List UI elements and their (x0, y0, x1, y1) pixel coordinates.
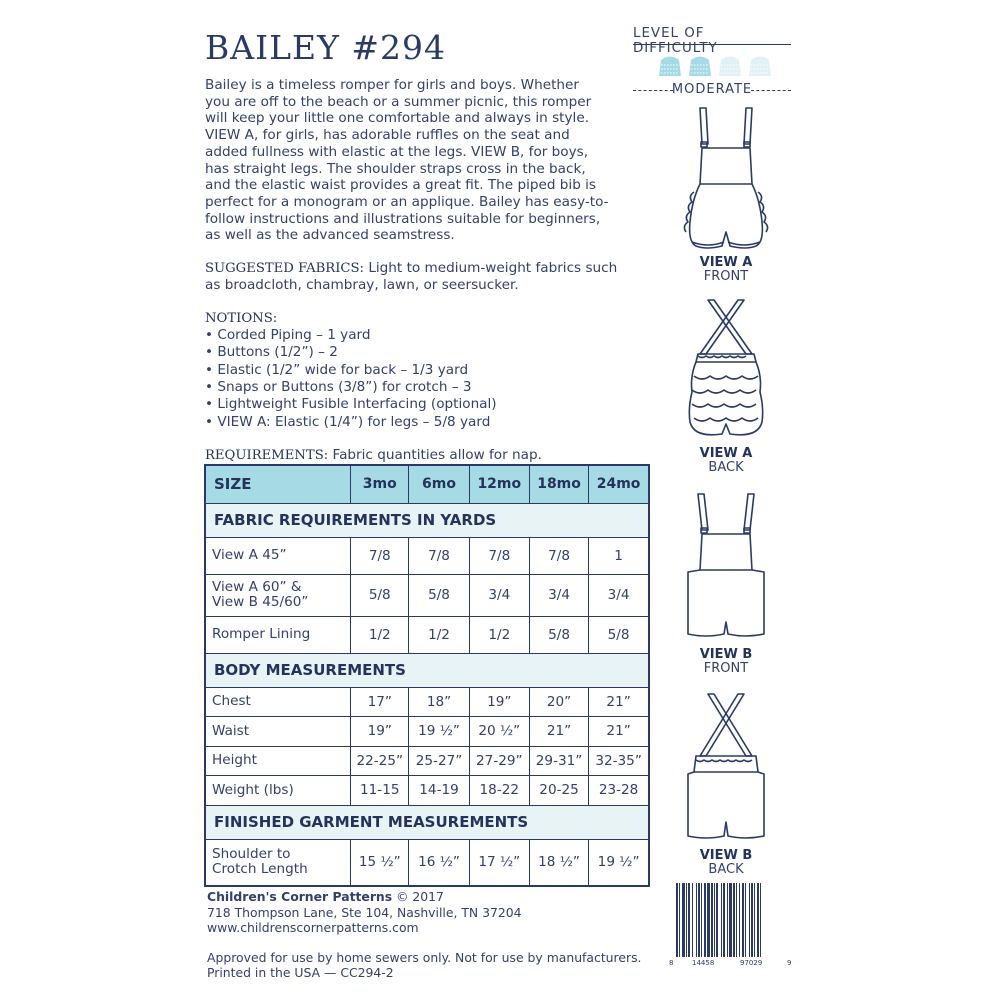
table-cell: 3/4 (529, 574, 588, 616)
publisher-address: 718 Thompson Lane, Ste 104, Nashville, TN 37204 (207, 904, 522, 920)
barcode-bar (754, 883, 755, 957)
table-cell: 3/4 (589, 574, 649, 616)
fabric-requirements-title: FABRIC REQUIREMENTS IN YARDS (205, 503, 649, 537)
notions (205, 310, 650, 431)
barcode-digit: 14458 (692, 959, 715, 967)
barcode-digit: 9 (787, 959, 792, 967)
table-row (205, 839, 649, 886)
barcode-bar (698, 883, 700, 957)
barcode-bar (682, 883, 685, 957)
view-side: FRONT (703, 269, 749, 284)
barcode-digit: 8 (669, 959, 674, 967)
barcode-bar (736, 883, 737, 957)
printed-notice: Printed in the USA — CC294-2 (207, 965, 394, 980)
table-cell: 18” (409, 687, 469, 717)
row-label (205, 839, 351, 886)
barcode-bar (704, 883, 706, 957)
table-row (205, 574, 649, 616)
requirements-text: Fabric quantities allow for nap. (328, 446, 542, 463)
table-cell: 20” (529, 687, 588, 717)
section-row (205, 805, 649, 839)
finished-garment-title: FINISHED GARMENT MEASUREMENTS (205, 805, 649, 839)
fabrics-label: SUGGESTED FABRICS: (205, 261, 364, 277)
pattern-title: BAILEY #294 (205, 28, 447, 67)
description-line: Bailey is a timeless romper for girls and boys. Whether (205, 77, 579, 93)
view-name: VIEW B (699, 647, 753, 662)
description-line: you are off to the beach or a summer picnic, this romper (205, 93, 592, 110)
view-a-back-caption (676, 446, 776, 475)
row-label: Romper Lining (205, 616, 351, 653)
table-cell: 20 ½” (469, 717, 529, 747)
thimble-rating-icons (655, 54, 775, 78)
table-cell: 18-22 (469, 776, 529, 806)
barcode-bar (745, 883, 746, 957)
pattern-description (205, 77, 650, 244)
table-cell: 7/8 (529, 537, 588, 574)
description-line: perfect for a monogram or an applique. Bailey has easy-to- (205, 193, 609, 210)
notion-item: • Snaps or Buttons (3/8”) for crotch – 3 (205, 378, 472, 395)
row-label-line: View B 45/60” (212, 594, 309, 610)
row-label: Weight (lbs) (205, 776, 351, 806)
publisher-website: www.childrenscornerpatterns.com (207, 920, 419, 935)
barcode-bar (701, 883, 702, 957)
barcode-bar (692, 883, 693, 957)
section-row (205, 653, 649, 687)
view-b-front-caption (676, 647, 776, 676)
table-cell: 21” (589, 687, 649, 717)
size-table-wrapper (204, 464, 650, 887)
table-cell: 25-27” (409, 746, 469, 776)
table-cell: 21” (589, 717, 649, 747)
barcode-bar (727, 883, 728, 957)
table-cell: 22-25” (351, 746, 409, 776)
row-label: Chest (205, 687, 351, 717)
suggested-fabrics (205, 260, 650, 294)
difficulty-label: LEVEL OF DIFFICULTY (633, 26, 718, 56)
table-cell: 32-35” (589, 746, 649, 776)
barcode-bar (742, 883, 744, 957)
table-cell: 7/8 (469, 537, 529, 574)
row-label: Height (205, 746, 351, 776)
table-cell: 1/2 (469, 616, 529, 653)
row-label-line: Shoulder to (212, 846, 291, 863)
view-side: BACK (708, 862, 744, 877)
view-side: FRONT (703, 661, 749, 676)
section-row (205, 503, 649, 537)
notions-label: NOTIONS: (205, 311, 278, 327)
description-line: has straight legs. The shoulder straps cross in the back, (205, 160, 586, 177)
barcode-digit: 97029 (740, 959, 763, 967)
notions-list (205, 327, 650, 431)
pattern-info (205, 28, 650, 464)
table-cell: 23-28 (589, 776, 649, 806)
barcode-bar (729, 883, 732, 957)
table-header-row (205, 465, 649, 503)
table-row (205, 746, 649, 776)
row-label: View A 45” (205, 537, 351, 574)
view-name: VIEW B (699, 848, 753, 863)
barcode-bar (711, 883, 713, 957)
table-cell: 17 ½” (469, 839, 529, 886)
view-b-back-caption (676, 848, 776, 877)
table-cell: 1/2 (351, 616, 409, 653)
table-cell: 7/8 (409, 537, 469, 574)
barcode-bar (721, 883, 722, 957)
view-b-back-illustration (682, 690, 770, 842)
view-name: VIEW A (699, 446, 753, 461)
notion-item: • VIEW A: Elastic (1/4”) for legs – 5/8 yard (205, 413, 491, 430)
table-cell: 27-29” (469, 746, 529, 776)
table-cell: 16 ½” (409, 839, 469, 886)
table-cell: 1 (589, 537, 649, 574)
table-cell: 19 ½” (409, 717, 469, 747)
size-column-header: 24mo (589, 465, 649, 503)
barcode-bar (716, 883, 718, 957)
barcode-bar (686, 883, 687, 957)
table-row (205, 687, 649, 717)
view-a-front-caption (676, 255, 776, 284)
barcode-bar (707, 883, 710, 957)
row-label: Waist (205, 717, 351, 747)
view-b-front-illustration (682, 490, 770, 640)
table-cell: 17” (351, 687, 409, 717)
table-cell: 14-19 (409, 776, 469, 806)
fabrics-text: Light to medium-weight fabrics such (364, 260, 618, 277)
publisher-footer (207, 889, 647, 981)
size-table (204, 464, 650, 887)
size-column-header: 18mo (529, 465, 588, 503)
table-cell: 5/8 (351, 574, 409, 616)
description-line: and the elastic waist provides a great fit. The piped bib is (205, 177, 597, 194)
table-row (205, 616, 649, 653)
size-column-header: 12mo (469, 465, 529, 503)
table-cell: 5/8 (589, 616, 649, 653)
table-cell: 19” (469, 687, 529, 717)
table-cell: 20-25 (529, 776, 588, 806)
approval-notice: Approved for use by home sewers only. Not for use by manufacturers. (207, 949, 642, 965)
barcode-bar (751, 883, 753, 957)
barcode-bar (749, 883, 750, 957)
requirements (205, 447, 650, 464)
size-column-header: 6mo (409, 465, 469, 503)
notion-item: • Elastic (1/2” wide for back – 1/3 yard (205, 361, 469, 378)
view-name: VIEW A (699, 255, 753, 270)
publisher-line (207, 889, 647, 905)
barcode-bar (723, 883, 725, 957)
description-line: added fullness with elastic at the legs. VIEW B, for boys, (205, 143, 589, 160)
table-cell: 1/2 (409, 616, 469, 653)
requirements-label: REQUIREMENTS: (205, 447, 329, 463)
table-cell: 19 ½” (589, 839, 649, 886)
barcode-bar (760, 883, 761, 957)
table-row (205, 717, 649, 747)
divider (633, 44, 791, 45)
view-a-front-illustration (682, 104, 770, 254)
barcode-bar (714, 883, 715, 957)
table-row (205, 537, 649, 574)
description-line: will keep your little one comfortable and always in style. (205, 110, 590, 127)
table-cell: 3/4 (469, 574, 529, 616)
barcode-bar (739, 883, 740, 957)
table-cell: 29-31” (529, 746, 588, 776)
copyright: © 2017 (392, 889, 444, 904)
row-label-line: View A 60” & (212, 579, 302, 595)
table-cell: 21” (529, 717, 588, 747)
table-cell: 19” (351, 717, 409, 747)
barcode-bar (757, 883, 759, 957)
barcode-icon (666, 879, 794, 967)
notion-item: • Buttons (1/2”) – 2 (205, 344, 338, 361)
difficulty-level: MODERATE (671, 82, 753, 97)
size-column-header: 3mo (351, 465, 409, 503)
table-cell: 18 ½” (529, 839, 588, 886)
barcode-bar (679, 883, 680, 957)
notion-item: • Corded Piping – 1 yard (205, 327, 371, 344)
barcode-bar (676, 883, 678, 957)
table-cell: 5/8 (529, 616, 588, 653)
table-row (205, 776, 649, 806)
table-cell: 5/8 (409, 574, 469, 616)
barcode-bar (688, 883, 690, 957)
size-header: SIZE (205, 465, 351, 503)
row-label-line: Crotch Length (212, 861, 308, 878)
fabrics-text-2: as broadcloth, chambray, lawn, or seersucker. (205, 277, 519, 294)
barcode-bar (696, 883, 697, 957)
table-cell: 7/8 (351, 537, 409, 574)
table-cell: 11-15 (351, 776, 409, 806)
publisher-name: Children's Corner Patterns (207, 889, 393, 904)
view-side: BACK (708, 460, 744, 475)
body-measurements-title: BODY MEASUREMENTS (205, 653, 649, 687)
description-line: VIEW A, for girls, has adorable ruffles on the seat and (205, 127, 570, 144)
description-line: as well as the advanced seamstress. (205, 227, 455, 244)
description-line: follow instructions and illustrations suitable for beginners, (205, 210, 601, 227)
table-cell: 15 ½” (351, 839, 409, 886)
notion-item: • Lightweight Fusible Interfacing (optional) (205, 396, 497, 413)
row-label (205, 574, 351, 616)
view-a-back-illustration (682, 296, 770, 446)
barcode-bar (733, 883, 735, 957)
